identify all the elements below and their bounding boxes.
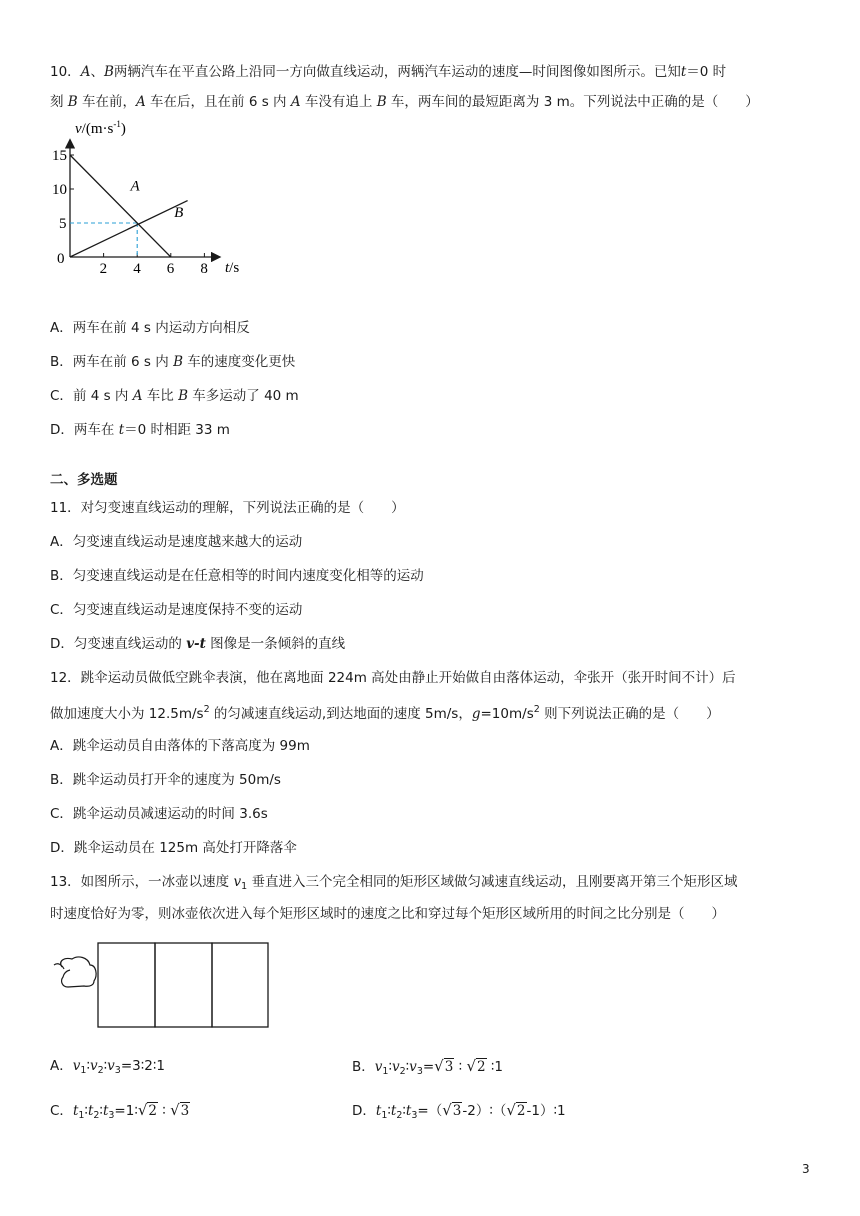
q10-stem-line1: 10．A、B两辆汽车在平直公路上沿同一方向做直线运动，两辆汽车运动的速度—时间图像如图所示。已知t＝0 时 — [50, 64, 727, 80]
q10-option-d: D．两车在 t＝0 时相距 33 m — [50, 422, 230, 438]
region-3 — [212, 943, 268, 1027]
sqrt-3: √3 — [434, 1057, 454, 1075]
curling-stone-icon — [61, 957, 96, 987]
q13-stem-line2: 时速度恰好为零，则冰壶依次进入每个矩形区域时的速度之比和穿过每个矩形区域所用的时间之比分别是（ ） — [50, 906, 725, 922]
q10-option-a: A．两车在前 4 s 内运动方向相反 — [50, 320, 250, 336]
y-axis-label: $v/(m\cdot s^{-1})$ — [75, 119, 126, 137]
section-heading: 二、多选题 — [50, 472, 118, 488]
sqrt-3: √3 — [170, 1101, 190, 1119]
q12-stem-line1: 12．跳伞运动员做低空跳伞表演，他在离地面 224m 高处由静止开始做自由落体运动，伞张开（张开时间不计）后 — [50, 670, 736, 686]
x-tick-label: 2 — [99, 261, 108, 277]
x-tick-label: 8 — [200, 261, 208, 277]
series-label-a: A — [130, 178, 140, 195]
q13-option-b: B．$v_1∶v_2∶v_3=√3$ ∶ √2 ∶1 — [352, 1057, 503, 1077]
q12-option-a: A．跳伞运动员自由落体的下落高度为 99m — [50, 738, 310, 754]
region-2 — [155, 943, 212, 1027]
series-line-b — [70, 201, 188, 257]
q13-option-c: C．$t_1∶t_2∶t_3=1∶√2$ ∶ √3 — [50, 1101, 190, 1121]
origin-label: 0 — [57, 251, 65, 267]
y-tick-label: 15 — [52, 148, 67, 164]
q12-option-b: B．跳伞运动员打开伞的速度为 50m/s — [50, 772, 281, 788]
y-tick-label: 5 — [59, 216, 67, 232]
x-axis-label: t/s — [225, 260, 240, 276]
q10-option-c: C．前 4 s 内 A 车比 B 车多运动了 40 m — [50, 388, 299, 404]
sqrt-2: √2 — [137, 1101, 157, 1119]
q11-option-a: A．匀变速直线运动是速度越来越大的运动 — [50, 534, 303, 550]
x-tick-label: 4 — [133, 261, 141, 277]
curling-figure — [50, 935, 280, 1035]
q10-stem-line2: 刻 B 车在前，A 车在后，且在前 6 s 内 A 车没有追上 B 车，两车间的最短距离为 3 m。下列说法中正确的是（ ） — [50, 94, 759, 110]
q11-stem: 11．对匀变速直线运动的理解，下列说法正确的是（ ） — [50, 500, 405, 516]
q11-option-c: C．匀变速直线运动是速度保持不变的运动 — [50, 602, 303, 618]
y-tick-label: 10 — [52, 182, 67, 198]
series-label-b: B — [174, 204, 184, 221]
page-number: 3 — [802, 1162, 810, 1176]
region-1 — [98, 943, 155, 1027]
series-line-a — [70, 155, 171, 257]
q11-option-b: B．匀变速直线运动是在任意相等的时间内速度变化相等的运动 — [50, 568, 424, 584]
q13-option-a: A．$v_1∶v_2∶v_3=3∶2∶1$ — [50, 1058, 165, 1076]
vt-chart — [45, 115, 265, 285]
x-tick-label: 6 — [166, 261, 175, 277]
q12-stem-line2: 做加速度大小为 $12.5m/s^2$ 的匀减速直线运动,到达地面的速度 5m/s，$g=10m/s^2$ 则下列说法正确的是（ ） — [50, 704, 720, 722]
q13-option-d: D．$t_1∶t_2∶t_3=(√3-2)∶(√2-1)∶1$ — [352, 1101, 566, 1121]
sqrt-2: √2 — [466, 1057, 486, 1075]
q10-option-b: B．两车在前 6 s 内 B 车的速度变化更快 — [50, 354, 296, 370]
q11-option-d: D．匀变速直线运动的 v-t 图像是一条倾斜的直线 — [50, 636, 346, 652]
q12-option-c: C．跳伞运动员减速运动的时间 3.6s — [50, 806, 268, 822]
q12-option-d: D．跳伞运动员在 125m 高处打开降落伞 — [50, 840, 297, 856]
sqrt-2: √2 — [506, 1101, 526, 1119]
q13-stem-line1: 13．如图所示，一冰壶以速度 $v_1$ 垂直进入三个完全相同的矩形区域做匀减速直线运动，且刚要离开第三个矩形区域 — [50, 874, 738, 892]
sqrt-3: √3 — [442, 1101, 462, 1119]
